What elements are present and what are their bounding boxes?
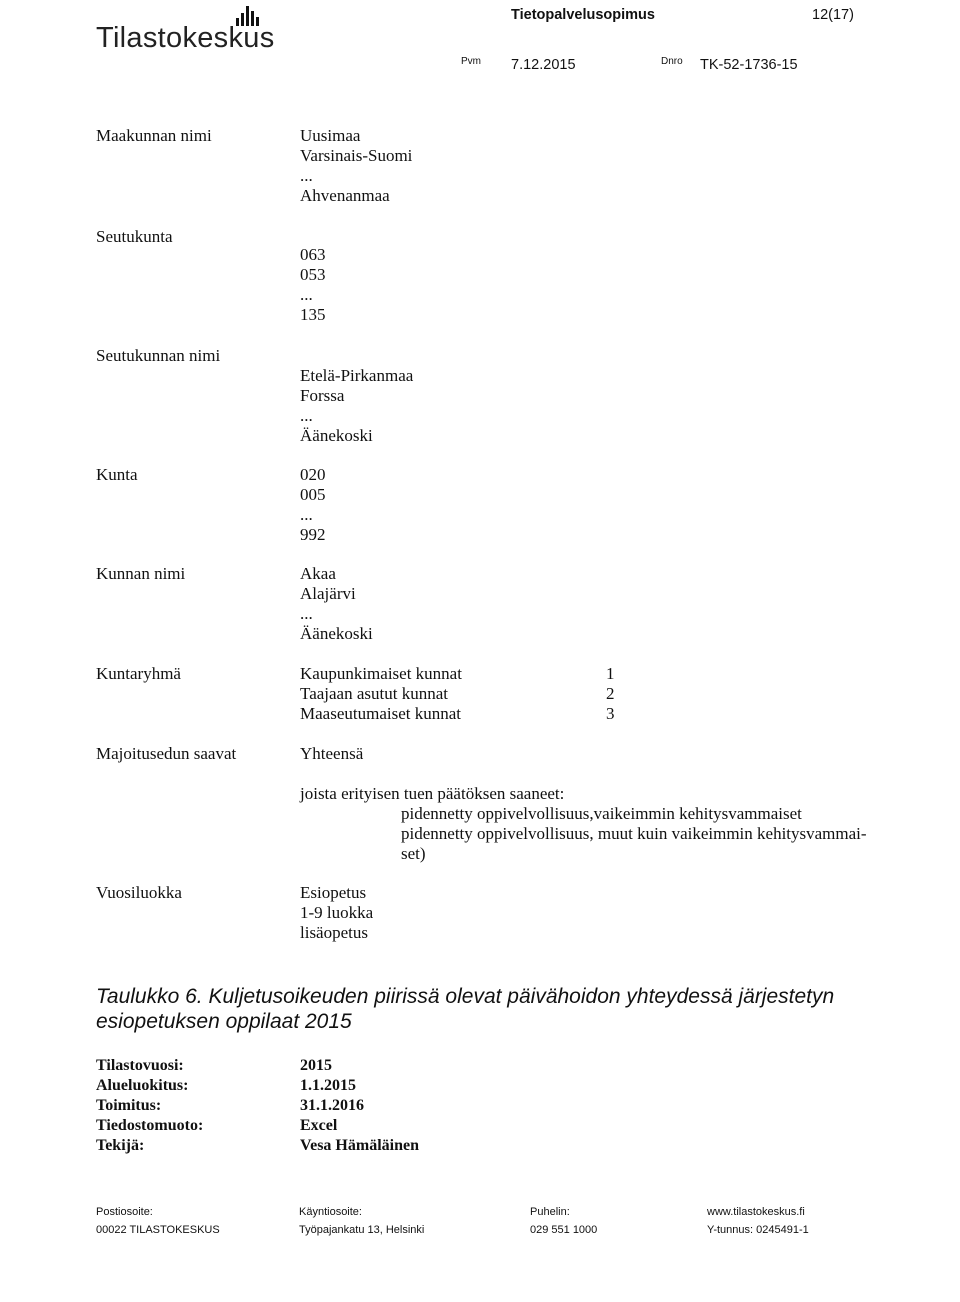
field-label-majoitusedun-saavat: Majoitusedun saavat (96, 744, 237, 763)
meta-label: Toimitus: (96, 1097, 162, 1114)
footer-postiosoite-label: Postiosoite: (96, 1206, 153, 1218)
document-date: 7.12.2015 (511, 57, 576, 73)
meta-label: Alueluokitus: (96, 1077, 189, 1094)
value-item: Varsinais-Suomi (300, 146, 413, 165)
field-label-maakunnan-nimi: Maakunnan nimi (96, 126, 212, 145)
page-number: 12(17) (812, 7, 854, 23)
value-item: 005 (300, 485, 326, 504)
kuntaryhma-code: 1 (606, 664, 615, 683)
majoitus-total: Yhteensä (300, 744, 364, 763)
kuntaryhma-code: 3 (606, 704, 615, 723)
value-item: lisäopetus (300, 923, 368, 942)
field-values-vuosiluokka (300, 883, 373, 943)
footer-puhelin: 029 551 1000 (530, 1224, 598, 1236)
value-item: Äänekoski (300, 426, 373, 445)
value-item: Alajärvi (300, 584, 356, 603)
meta-value: 1.1.2015 (300, 1077, 356, 1094)
footer-website-link[interactable]: www.tilastokeskus.fi (707, 1206, 805, 1218)
majoitus-sub-item: pidennetty oppivelvollisuus,vaikeimmin kehitysvammaiset (401, 804, 802, 823)
table-caption: Taulukko 6. Kuljetusoikeuden piirissä olevat päivähoidon yhteydessä järjestetyn esiopetuksen oppilaat 2015 (96, 985, 835, 1033)
field-label-kuntaryhma: Kuntaryhmä (96, 664, 181, 683)
meta-label: Tilastovuosi: (96, 1057, 184, 1074)
value-item: ... (300, 285, 313, 304)
field-values-kunnan-nimi (300, 564, 373, 644)
field-label-seutukunta: Seutukunta (96, 227, 173, 246)
footer-ytunnus: Y-tunnus: 0245491-1 (707, 1224, 809, 1236)
value-item: Esiopetus (300, 883, 367, 902)
value-item: 1-9 luokka (300, 903, 374, 922)
meta-value: 31.1.2016 (300, 1097, 364, 1114)
meta-label: Tiedostomuoto: (96, 1117, 204, 1134)
field-values-maakunnan-nimi (300, 126, 412, 206)
field-values-kunta (300, 465, 326, 545)
field-values-seutukunnan-nimi (300, 366, 413, 446)
value-item: Etelä-Pirkanmaa (300, 366, 414, 385)
majoitus-sub-item: set) (401, 844, 426, 863)
field-label-seutukunnan-nimi: Seutukunnan nimi (96, 346, 221, 365)
value-item: Akaa (300, 564, 336, 583)
majoitus-sub-item: pidennetty oppivelvollisuus, muut kuin vaikeimmin kehitysvammai- (401, 824, 867, 843)
pvm-label: Pvm (461, 56, 481, 67)
value-item: Uusimaa (300, 126, 361, 145)
value-item: Ahvenanmaa (300, 186, 390, 205)
meta-value: 2015 (300, 1057, 332, 1074)
kuntaryhma-row: Maaseutumaiset kunnat (300, 704, 461, 723)
field-values-seutukunta (300, 245, 326, 325)
document-title: Tietopalvelusopimus (511, 7, 655, 23)
kuntaryhma-code: 2 (606, 684, 615, 703)
field-label-vuosiluokka: Vuosiluokka (96, 883, 182, 902)
dnro-value: TK-52-1736-15 (700, 57, 798, 73)
value-item: 053 (300, 265, 326, 284)
value-item: 992 (300, 525, 326, 544)
value-item: 063 (300, 245, 326, 264)
value-item: 135 (300, 305, 326, 324)
value-item: Forssa (300, 386, 345, 405)
value-item: ... (300, 166, 313, 185)
field-label-kunta: Kunta (96, 465, 138, 484)
meta-label: Tekijä: (96, 1137, 145, 1154)
value-item: ... (300, 406, 313, 425)
meta-value: Vesa Hämäläinen (300, 1137, 419, 1154)
kuntaryhma-row: Kaupunkimaiset kunnat (300, 664, 462, 683)
dnro-label: Dnro (661, 56, 683, 67)
footer-kayntiosoite-label: Käyntiosoite: (299, 1206, 362, 1218)
value-item: Äänekoski (300, 624, 373, 643)
majoitus-sub-heading: joista erityisen tuen päätöksen saaneet: (300, 784, 565, 803)
logo-text: Tilastokeskus (96, 22, 275, 54)
value-item: ... (300, 505, 313, 524)
meta-value: Excel (300, 1117, 338, 1134)
footer-kayntiosoite: Työpajankatu 13, Helsinki (299, 1224, 425, 1236)
kuntaryhma-row: Taajaan asutut kunnat (300, 684, 448, 703)
field-label-kunnan-nimi: Kunnan nimi (96, 564, 186, 583)
footer-puhelin-label: Puhelin: (530, 1206, 570, 1218)
value-item: ... (300, 604, 313, 623)
value-item: 020 (300, 465, 326, 484)
footer-postiosoite: 00022 TILASTOKESKUS (96, 1224, 220, 1236)
